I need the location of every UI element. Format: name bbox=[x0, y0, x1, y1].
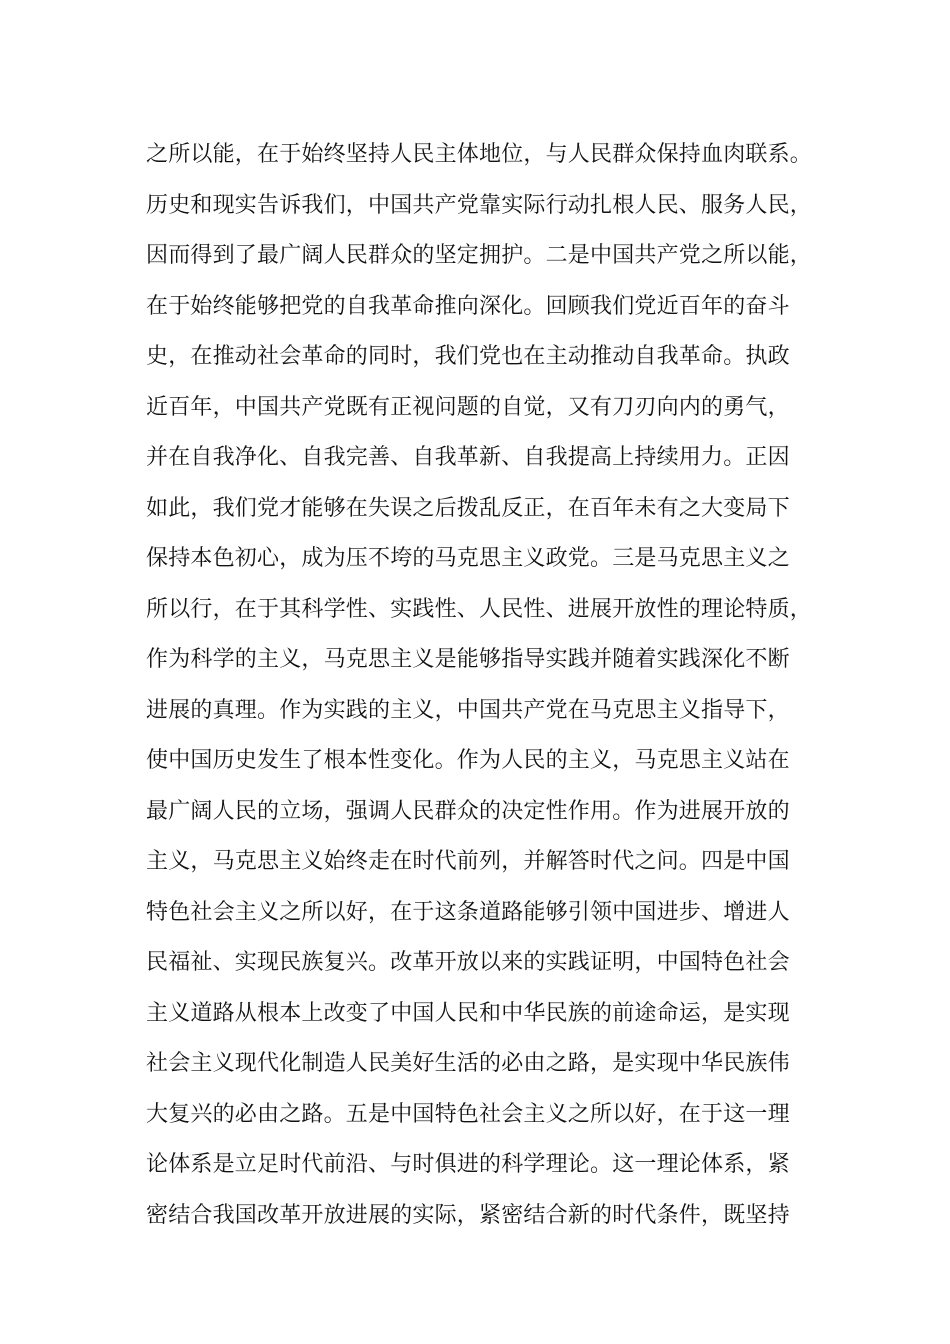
text-line: 民福祉、实现民族复兴。改革开放以来的实践证明，中国特色社会 bbox=[146, 950, 790, 975]
text-line: 因而得到了最广阔人民群众的坚定拥护。二是中国共产党之所以能， bbox=[146, 243, 813, 268]
text-line: 主义，马克思主义始终走在时代前列，并解答时代之问。四是中国 bbox=[146, 849, 790, 874]
text-line: 如此，我们党才能够在失误之后拨乱反正，在百年未有之大变局下 bbox=[146, 495, 790, 521]
text-line: 特色社会主义之所以好，在于这条道路能够引领中国进步、增进人 bbox=[146, 899, 790, 925]
text-line: 社会主义现代化制造人民美好生活的必由之路，是实现中华民族伟 bbox=[146, 1051, 790, 1076]
body-text bbox=[146, 130, 836, 1241]
text-line: 大复兴的必由之路。五是中国特色社会主义之所以好，在于这一理 bbox=[146, 1101, 790, 1127]
text-line: 并在自我净化、自我完善、自我革新、自我提高上持续用力。正因 bbox=[146, 445, 790, 470]
text-line: 主义道路从根本上改变了中国人民和中华民族的前途命运，是实现 bbox=[146, 1000, 790, 1026]
text-line: 进展的真理。作为实践的主义，中国共产党在马克思主义指导下， bbox=[146, 697, 790, 723]
text-line: 近百年，中国共产党既有正视问题的自觉，又有刀刃向内的勇气， bbox=[146, 394, 790, 420]
text-line: 保持本色初心，成为压不垮的马克思主义政党。三是马克思主义之 bbox=[146, 546, 790, 571]
text-line: 论体系是立足时代前沿、与时俱进的科学理论。这一理论体系，紧 bbox=[146, 1152, 790, 1177]
text-line: 密结合我国改革开放进展的实际，紧密结合新的时代条件，既坚持 bbox=[146, 1202, 790, 1228]
text-line: 最广阔人民的立场，强调人民群众的决定性作用。作为进展开放的 bbox=[146, 798, 790, 824]
text-line: 在于始终能够把党的自我革命推向深化。回顾我们党近百年的奋斗 bbox=[146, 293, 790, 319]
text-line: 使中国历史发生了根本性变化。作为人民的主义，马克思主义站在 bbox=[146, 748, 790, 773]
text-line: 历史和现实告诉我们，中国共产党靠实际行动扎根人民、服务人民， bbox=[146, 192, 813, 218]
text-line: 所以行，在于其科学性、实践性、人民性、进展开放性的理论特质， bbox=[146, 596, 813, 622]
text-line: 史，在推动社会革命的同时，我们党也在主动推动自我革命。执政 bbox=[146, 344, 790, 369]
text-line: 作为科学的主义，马克思主义是能够指导实践并随着实践深化不断 bbox=[146, 647, 790, 672]
text-line: 之所以能，在于始终坚持人民主体地位，与人民群众保持血肉联系。 bbox=[146, 142, 813, 167]
